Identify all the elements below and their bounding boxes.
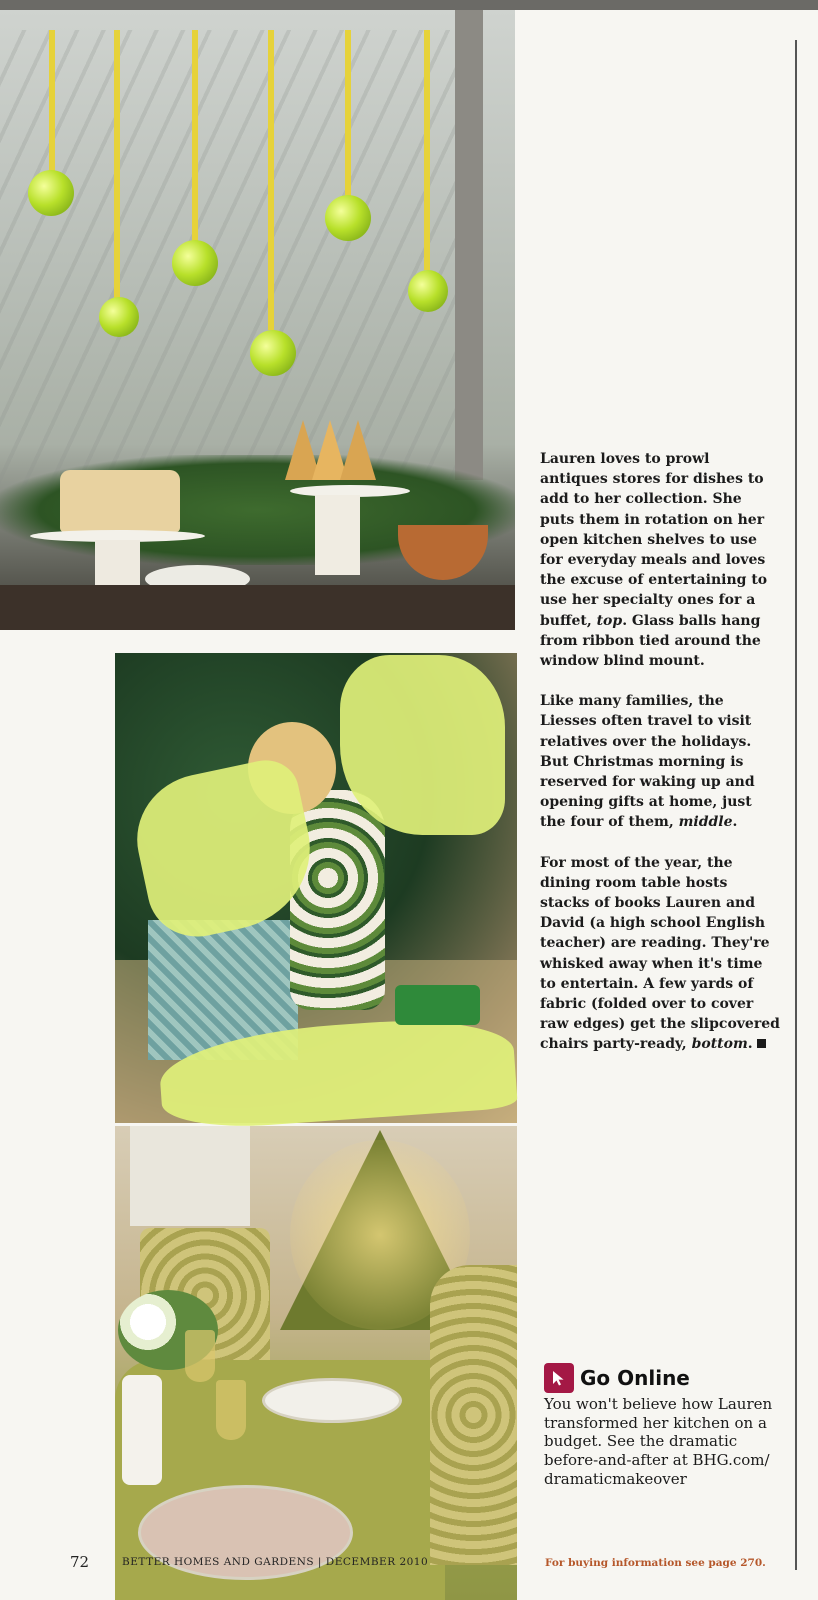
- paragraph-text: For most of the year, the dining room table hosts stacks of books Lauren and David (a high school English teacher) are reading. They're whisked away when it's time to entertain. A few yards of fabric (folded over to cover raw edges) get the slipcovered chairs party-ready,: [540, 854, 780, 1053]
- end-of-story-mark: [757, 1039, 766, 1048]
- cake: [60, 470, 180, 532]
- cookie-pedestal-stem: [315, 495, 360, 575]
- ornament: [28, 170, 74, 216]
- paragraph-dining-room: [540, 853, 780, 1055]
- right-column-rule: [795, 40, 797, 1570]
- window-frame: [455, 10, 483, 480]
- vase: [122, 1375, 162, 1485]
- slipcovered-chair: [430, 1265, 517, 1565]
- paragraph-buffet: [540, 449, 780, 671]
- place-setting: [262, 1378, 402, 1423]
- paragraph-text: . Glass balls hang from ribbon tied around the window blind mount.: [540, 612, 761, 670]
- ornament: [325, 195, 371, 241]
- ribbon: [49, 30, 55, 180]
- ribbon: [424, 30, 430, 270]
- wine-glass: [185, 1330, 215, 1382]
- ribbon: [114, 30, 120, 300]
- go-online-text: You won't believe how Lauren transformed her kitchen on a budget. See the dramatic before-and-after at BHG.com/ dramaticmakeover: [544, 1395, 773, 1488]
- page-top-edge: [0, 0, 818, 10]
- ribbon: [345, 30, 351, 200]
- window-trees: [0, 30, 455, 490]
- photo-reference: top: [596, 612, 623, 629]
- paragraph-christmas-morning: [540, 691, 780, 832]
- article-body: [540, 449, 780, 1075]
- page-number: 72: [70, 1553, 90, 1571]
- paragraph-text: .: [732, 814, 738, 831]
- ornament: [172, 240, 218, 286]
- go-online-title: Go Online: [580, 1366, 690, 1390]
- ornament: [99, 297, 139, 337]
- wine-glass: [216, 1380, 246, 1440]
- buying-info: For buying information see page 270.: [545, 1557, 766, 1569]
- photo-reference: bottom: [691, 1036, 748, 1053]
- go-online-box: [544, 1363, 784, 1489]
- ornament: [250, 330, 296, 376]
- magazine-folio: BETTER HOMES AND GARDENS | DECEMBER 2010: [122, 1556, 429, 1568]
- cursor-arrow-icon: [544, 1363, 574, 1393]
- photo-reference: middle: [678, 814, 733, 831]
- paragraph-text: Lauren loves to prowl antiques stores for dishes to add to her collection. She puts them in rotation on her open kitchen shelves to use for everyday meals and loves the excuse of entertaining to use her specialty ones for a buffet,: [540, 451, 768, 629]
- ribbon: [192, 30, 198, 245]
- paragraph-text: .: [747, 1036, 753, 1053]
- buffet-counter: [0, 585, 515, 630]
- paragraph-text: Like many families, the Liesses often travel to visit relatives over the holidays. But Christmas morning is reserved for waking up and opening gifts at home, just the four of them,: [540, 693, 755, 831]
- tissue-paper: [340, 655, 505, 835]
- go-online-header: [544, 1363, 784, 1393]
- cake-stand-stem: [95, 540, 140, 590]
- ornament: [408, 270, 448, 312]
- cookie-tree: [340, 420, 376, 480]
- ribbon: [268, 30, 274, 330]
- dining-window: [130, 1126, 250, 1226]
- toy-truck: [395, 985, 480, 1025]
